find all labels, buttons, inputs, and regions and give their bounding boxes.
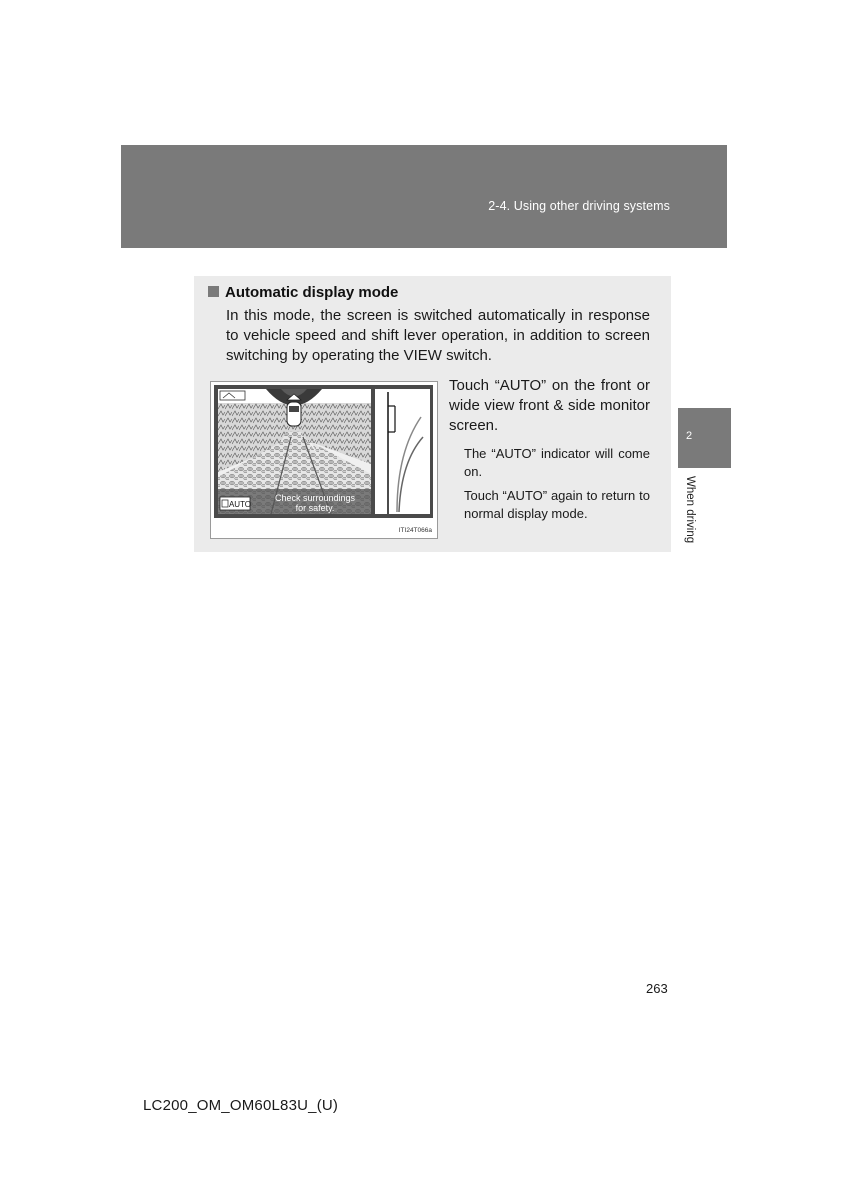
- square-bullet-icon: [208, 286, 219, 297]
- monitor-screen-illustration: [210, 381, 438, 539]
- instruction-text: Touch “AUTO” on the front or wide view front & side monitor screen.: [449, 377, 650, 434]
- caution-text-line2: for safety.: [295, 503, 335, 513]
- chapter-tab: [678, 408, 731, 468]
- document-code: LC200_OM_OM60L83U_(U): [143, 1097, 339, 1114]
- chapter-label: When driving: [684, 476, 696, 544]
- auto-button-label: AUTO: [228, 500, 252, 509]
- caution-text-line1: Check surroundings: [274, 493, 356, 503]
- note-return-normal: Touch “AUTO” again to return to normal display mode.: [464, 488, 650, 521]
- chapter-number: 2: [686, 430, 693, 442]
- header-bar: [121, 145, 727, 248]
- figure-code: ITI24T066a: [398, 527, 432, 534]
- note-auto-indicator: The “AUTO” indicator will come on.: [464, 446, 650, 479]
- monitor-screen-drawing: [211, 382, 437, 538]
- section-title: 2-4. Using other driving systems: [488, 199, 670, 213]
- page-number: 263: [646, 981, 668, 996]
- content-heading: [208, 284, 398, 301]
- content-box: [194, 276, 671, 552]
- intro-paragraph: In this mode, the screen is switched automatically in response to vehicle speed and shift lever operation, in addition to screen switching by operating the VIEW switch.: [226, 307, 650, 364]
- heading-text: Automatic display mode: [225, 284, 399, 301]
